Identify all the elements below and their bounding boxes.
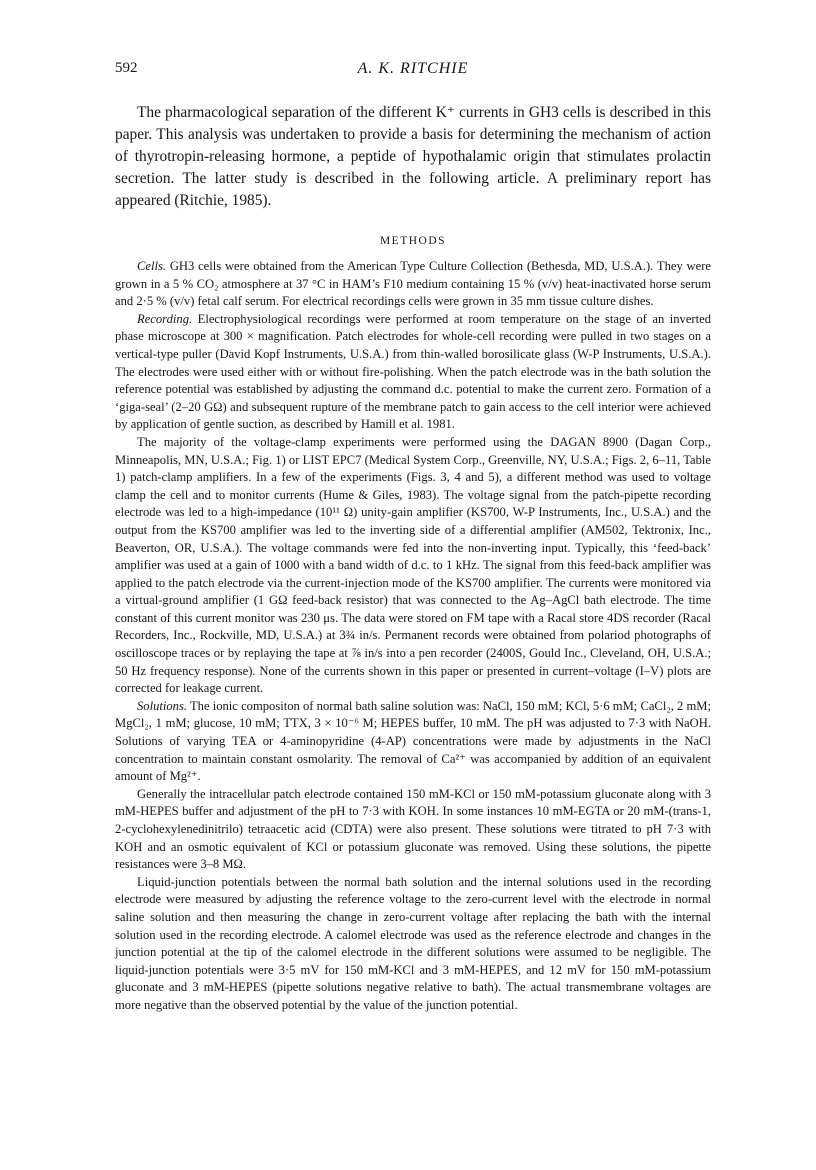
- voltage-clamp-paragraph: The majority of the voltage-clamp experiments were performed using the DAGAN 8900 (Dagan Corp., Minneapolis, MN, U.S.A.; Fig. 1) or LIST EPC7 (Medical System Corp., Greenville, NY, U.S.A.; Figs. 2, 6–11, Table 1) patch-clamp amplifiers. In a few of the experiments (Figs. 3, 4 and 5), a different method was used to voltage clamp the cell and to monitor currents (Hume & Giles, 1983). The voltage signal from the patch-pipette recording electrode was led to a high-impedance (10¹¹ Ω) unity-gain amplifier (KS700, W-P Instruments, Inc., U.S.A.) and the output from the KS700 amplifier was led to the inverting side of a differential amplifier (AM502, Tektronix, Inc., Beaverton, OR, U.S.A.). The voltage commands were fed into the non-inverting input. Typically, this ‘feed-back’ amplifier was used at a gain of 1000 with a band width of d.c. to 1 kHz. The signal from this feed-back amplifier was applied to the patch electrode via the current-injection mode of the KS700 amplifier. The currents were monitored via a virtual-ground amplifier (1 GΩ feed-back resistor) that was connected to the Ag–AgCl bath electrode. The time constant of this current monitor was 230 μs. The data were stored on FM tape with a Racal store 4DS recorder (Racal Recorders, Inc., Rockville, MD, U.S.A.) at 3¾ in/s. Permanent records were obtained from polariod photographs of oscilloscope traces or by replaying the tape at ⅞ in/s into a pen recorder (2400S, Gould Inc., Cleveland, OH, U.S.A.; 50 Hz frequency response). None of the currents shown in this paper or presented in current–voltage (I–V) plots are corrected for leakage current.: [115, 434, 711, 696]
- cells-label: Cells.: [137, 259, 167, 273]
- intro-section: [115, 102, 711, 212]
- journal-page: [115, 60, 711, 1015]
- solutions-paragraph: [115, 698, 711, 786]
- methods-body: [115, 258, 711, 1015]
- cells-paragraph: [115, 258, 711, 311]
- solutions-text: The ionic compositon of normal bath saline solution was: NaCl, 150 mM; KCl, 5·6 mM; CaCl₂, 2 mM; MgCl₂, 1 mM; glucose, 10 mM; TTX, 3 × 10⁻⁶ M; HEPES buffer, 10 mM. The pH was adjusted to 7·3 with NaOH. Solutions of varying TEA or 4-aminopyridine (4-AP) concentrations were made by adjustments in the NaCl concentration to maintain constant osmolarity. The removal of Ca²⁺ was accompanied by addition of an equivalent amount of Mg²⁺.: [115, 698, 711, 784]
- solutions-label: Solutions.: [137, 698, 188, 713]
- page-number: 592: [115, 60, 138, 76]
- methods-heading: METHODS: [379, 235, 447, 247]
- recording-label: Recording.: [137, 311, 193, 326]
- liquid-junction-paragraph: Liquid-junction potentials between the normal bath solution and the internal solutions used in the recording electrode were measured by adjusting the reference voltage to the zero-current level with the electrode in normal saline solution and then measuring the change in zero-current voltage after replacing the bath with the internal solution used in the recording electrode. A calomel electrode was used as the reference electrode and changes in the junction potential at the tip of the calomel electrode in the different solutions were assumed to be negligible. The liquid-junction potentials were 3·5 mV for 150 mM-KCl and 3 mM-HEPES, and 12 mV for 150 mM-potassium gluconate and 3 mM-HEPES (pipette solutions negative relative to bath). The actual transmembrane voltages are more negative than the observed potential by the value of the junction potential.: [115, 874, 711, 1012]
- cells-text: GH3 cells were obtained from the American Type Culture Collection (Bethesda, MD, U.S.A.). They were grown in a 5 % CO₂ atmosphere at 37 °C in HAM’s F10 medium containing 15 % (v/v) heat-inactivated horse serum and 2·5 % (v/v) fetal calf serum. For electrical recordings cells were grown in 35 mm tissue culture dishes.: [115, 259, 711, 309]
- intro-paragraph: The pharmacological separation of the different K⁺ currents in GH3 cells is described in this paper. This analysis was undertaken to provide a basis for determining the mechanism of action of thyrotropin-releasing hormone, a peptide of hypothalamic origin that stimulates prolactin secretion. The latter study is described in the following article. A preliminary report has appeared (Ritchie, 1985).: [115, 104, 711, 209]
- running-head: A. K. RITCHIE: [357, 60, 469, 77]
- pipette-solution-paragraph: Generally the intracellular patch electrode contained 150 mM-KCl or 150 mM-potassium gluconate along with 3 mM-HEPES buffer and adjustment of the pH to 7·3 with KOH. In some instances 10 mM-EGTA or 20 mM-(trans-1, 2-cyclohexylenedinitrilo) tetraacetic acid (CDTA) were also present. These solutions were titrated to pH 7·3 with KOH and an osmotic equivalent of KCl or potassium gluconate was removed. Using these solutions, the pipette resistances were 3–8 MΩ.: [115, 786, 711, 872]
- page-header: [115, 60, 711, 90]
- recording-text: Electrophysiological recordings were performed at room temperature on the stage of an inverted phase microscope at 300 × magnification. Patch electrodes for whole-cell recording were pulled in two stages on a vertical-type puller (David Kopf Instruments, U.S.A.) from thin-walled borosilicate glass (W-P Instruments, U.S.A.). The electrodes were used either with or without fire-polishing. When the patch electrode was in the bath solution the reference potential was established by adjusting the command d.c. potential to make the current zero. Formation of a ‘giga-seal’ (2–20 GΩ) and subsequent rupture of the membrane patch to gain access to the cell interior were achieved by application of gentle suction, as described by Hamill et al. 1981.: [115, 311, 711, 432]
- recording-paragraph: [115, 311, 711, 434]
